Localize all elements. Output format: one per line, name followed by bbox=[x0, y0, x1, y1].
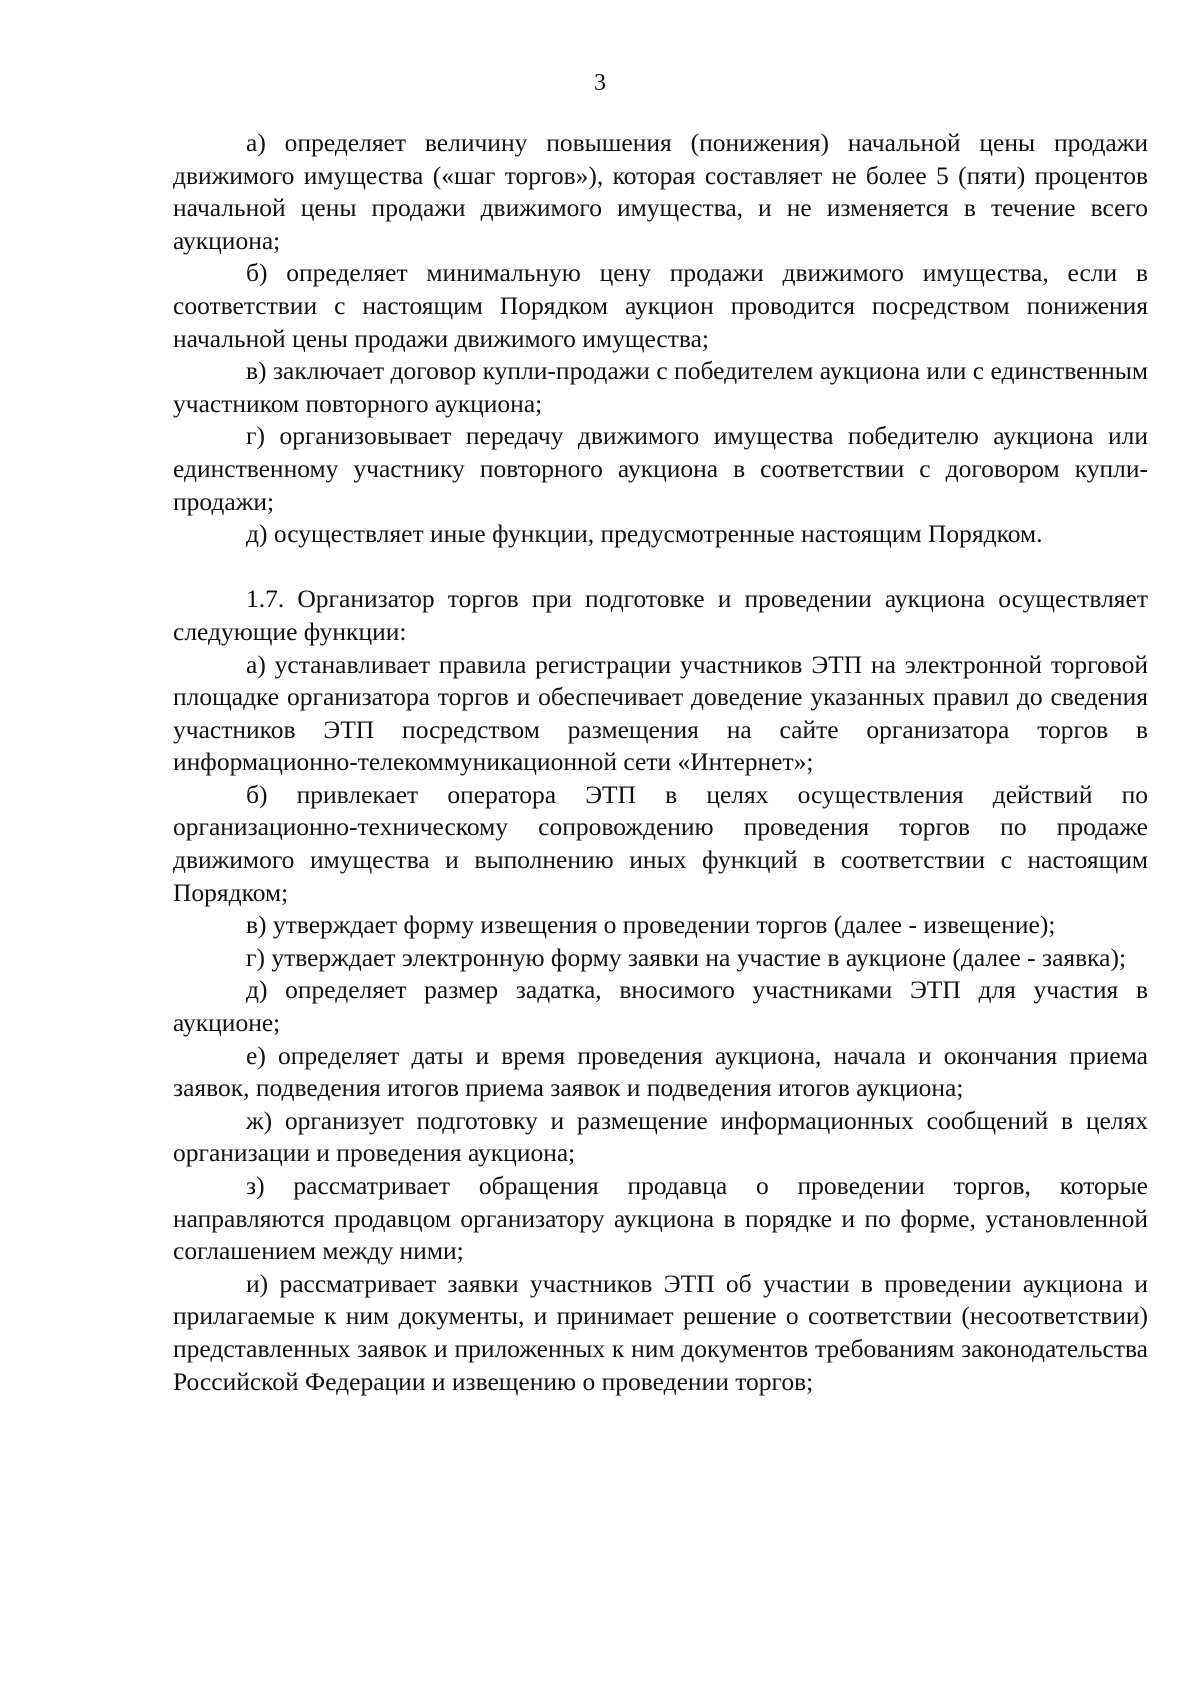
section-1-7-heading: 1.7. Организатор торгов при подготовке и проведении аукциона осуществляет следующие функции: bbox=[173, 584, 1148, 646]
paragraph-1-7-zh: ж) организует подготовку и размещение информационных сообщений в целях организации и проведения аукциона; bbox=[173, 1105, 1148, 1168]
paragraph-1-6-g: г) организовывает передачу движимого имущества победителю аукциона или единственному участнику повторного аукциона в соответствии с договором купли-продажи; bbox=[173, 421, 1148, 516]
page-number: 3 bbox=[594, 70, 606, 96]
paragraph-1-6-a: а) определяет величину повышения (понижения) начальной цены продажи движимого имущества («шаг торгов»), которая составляет не более 5 (пяти) процентов начальной цены продажи движимого имущества, и не изменяется в течение всего аукциона; bbox=[173, 128, 1148, 255]
document-body bbox=[173, 127, 1148, 1398]
paragraph-1-7-b: б) привлекает оператора ЭТП в целях осуществления действий по организационно-техническому сопровождению проведения торгов по продаже движимого имущества и выполнению иных функций в соответствии с настоящим Порядком; bbox=[173, 779, 1148, 907]
paragraph-1-6-b: б) определяет минимальную цену продажи движимого имущества, если в соответствии с настоящим Порядком аукцион проводится посредством понижения начальной цены продажи движимого имущества; bbox=[173, 258, 1148, 353]
paragraph-1-7-a: а) устанавливает правила регистрации участников ЭТП на электронной торговой площадке организатора торгов и обеспечивает доведение указанных правил до сведения участников ЭТП посредством размещения на сайте организатора торгов в информационно-телекоммуникационной сети «Интернет»; bbox=[173, 649, 1148, 777]
paragraph-1-7-z: з) рассматривает обращения продавца о проведении торгов, которые направляются продавцом организатору аукциона в порядке и по форме, установленной соглашением между ними; bbox=[173, 1171, 1148, 1266]
paragraph-1-6-v: в) заключает договор купли-продажи с победителем аукциона или с единственным участником повторного аукциона; bbox=[173, 356, 1148, 418]
paragraph-1-7-e: е) определяет даты и время проведения аукциона, начала и окончания приема заявок, подведения итогов приема заявок и подведения итогов аукциона; bbox=[173, 1040, 1148, 1103]
paragraph-1-7-i: и) рассматривает заявки участников ЭТП об участии в проведении аукциона и прилагаемые к ним документы, и принимает решение о соответствии (несоответствии) представленных заявок и приложенных к ним документов требованиям законодательства Российской Федерации и извещению о проведении торгов; bbox=[173, 1268, 1148, 1396]
paragraph-1-7-v: в) утверждает форму извещения о проведении торгов (далее - извещение); bbox=[246, 910, 1056, 940]
paragraph-1-7-g: г) утверждает электронную форму заявки на участие в аукционе (далее - заявка); bbox=[246, 942, 1127, 972]
paragraph-1-7-d: д) определяет размер задатка, вносимого участниками ЭТП для участия в аукционе; bbox=[173, 975, 1148, 1038]
paragraph-1-6-d: д) осуществляет иные функции, предусмотренные настоящим Порядком. bbox=[246, 519, 1043, 549]
